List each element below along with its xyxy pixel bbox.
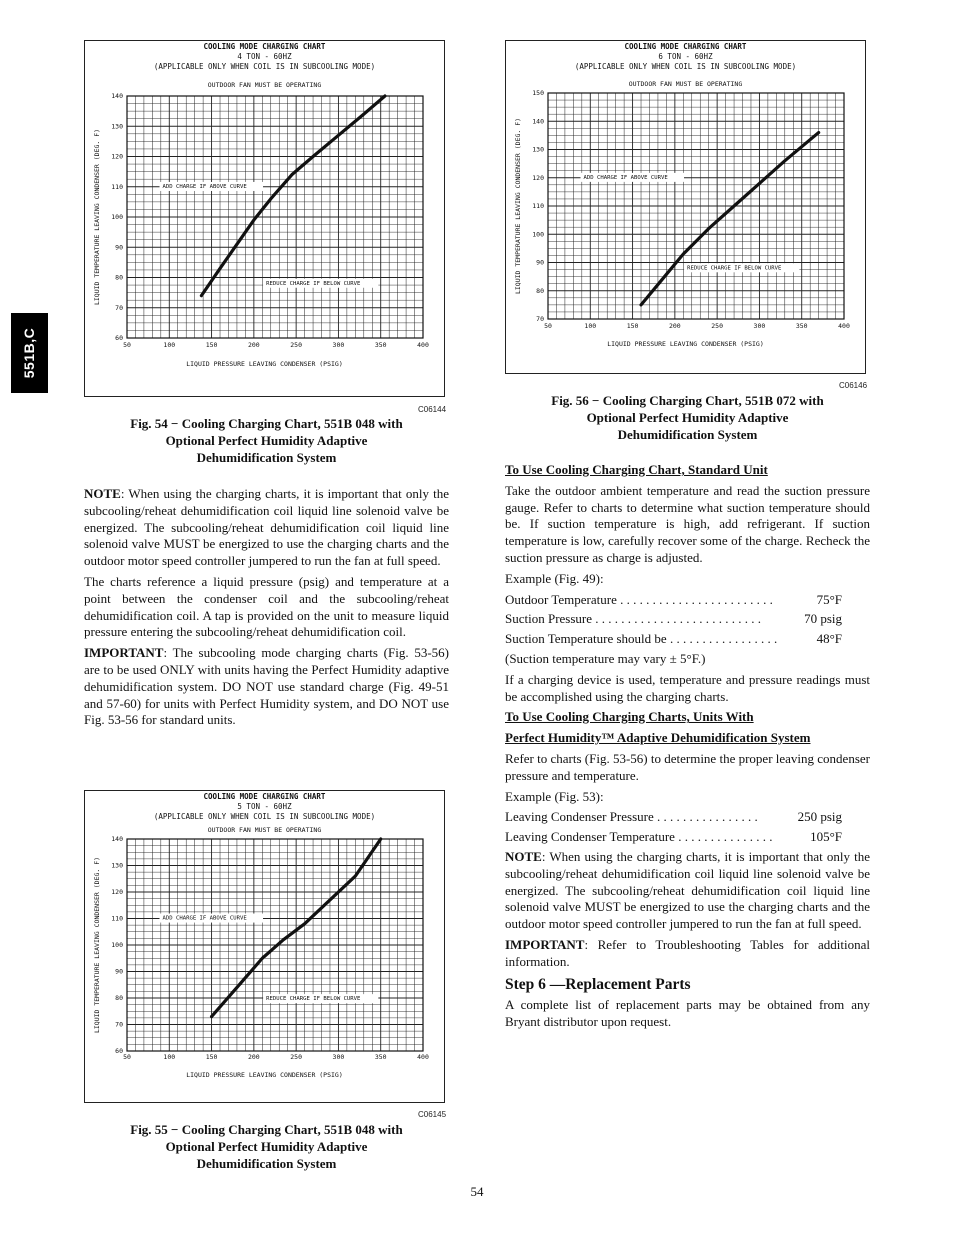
x-tick-label: 200	[668, 322, 681, 330]
y-tick-label: 120	[111, 888, 123, 896]
example1-row-suction-temp	[505, 631, 870, 648]
x-tick-label: 200	[247, 1053, 260, 1061]
x-tick-label: 200	[247, 341, 260, 349]
left-important	[84, 645, 449, 729]
example1-row-outdoor	[505, 592, 870, 609]
reduce-charge-label: REDUCE CHARGE IF BELOW CURVE	[266, 996, 361, 1003]
chart-subtitle: 6 TON - 60HZ	[658, 52, 713, 61]
y-tick-label: 130	[111, 122, 123, 131]
add-charge-label: ADD CHARGE IF ABOVE CURVE	[583, 174, 668, 181]
fig54-code: C06144	[418, 405, 447, 414]
perfect-humidity-heading-line2: Perfect Humidity™ Adaptive Dehumidification System	[505, 730, 811, 746]
x-tick-label: 50	[544, 322, 552, 330]
y-axis-label: LIQUID TEMPERATURE LEAVING CONDENSER (DEG. F)	[514, 117, 522, 295]
x-tick-label: 250	[711, 322, 724, 330]
y-tick-label: 80	[536, 286, 544, 295]
chart-subtitle: 4 TON - 60HZ	[237, 52, 292, 61]
left-para2: The charts reference a liquid pressure (psig) and temperature at a point between the condenser coil and the subcooling/reheat dehumidification coil. A tap is provided on the unit to measure liquid pressure entering the subcooling/reheat dehumidification coil.	[84, 573, 449, 640]
add-charge-label: ADD CHARGE IF ABOVE CURVE	[162, 183, 247, 190]
example2-label: Example (Fig. 53):	[505, 788, 604, 804]
chart-fan-note: OUTDOOR FAN MUST BE OPERATING	[207, 826, 322, 834]
fig56-caption-line3: Dehumidification System	[617, 427, 758, 442]
x-tick-label: 100	[584, 322, 597, 330]
chart-applicability-note: (APPLICABLE ONLY WHEN COIL IS IN SUBCOOLING MODE)	[574, 62, 797, 71]
fig56-caption	[505, 392, 870, 443]
right-note-text: : When using the charging charts, it is important that only the subcooling/reheat dehumidification coil liquid line solenoid valve be energized. The subcooling/reheat dehumidification coil liquid line solenoid valve MUST be energized to use the charging charts and the outdoor motor speed controller jumpered to run the fan at full speed.	[505, 848, 870, 932]
example2-row-temperature	[505, 829, 870, 846]
reduce-charge-label: REDUCE CHARGE IF BELOW CURVE	[266, 280, 361, 287]
y-tick-label: 80	[115, 994, 123, 1002]
example1-row-label: Outdoor Temperature . . . . . . . . . . . . . . . . . . . . . . . .	[505, 591, 773, 607]
reduce-charge-label: REDUCE CHARGE IF BELOW CURVE	[687, 265, 782, 272]
chart-fig55	[84, 790, 445, 1103]
example1-row-label: Suction Temperature should be . . . . . . . . . . . . . . . . .	[505, 631, 778, 647]
y-tick-label: 100	[111, 941, 123, 949]
example2-row-label: Leaving Condenser Temperature . . . . . . . . . . . . . . .	[505, 829, 773, 845]
chart-fig56	[505, 40, 866, 374]
fig54-caption-line1: Fig. 54 − Cooling Charging Chart, 551B 048 with	[130, 416, 403, 431]
fig55-caption	[84, 1121, 449, 1172]
right-important-label: IMPORTANT	[505, 936, 585, 952]
y-tick-label: 110	[532, 202, 544, 210]
right-important	[505, 937, 870, 971]
y-tick-label: 130	[532, 145, 544, 154]
left-note	[84, 486, 449, 570]
left-note-text: : When using the charging charts, it is important that only the subcooling/reheat dehumidification coil liquid line solenoid valve be energized. The subcooling/reheat dehumidification coil liquid line solenoid valve MUST be energized to use the charging charts and the outdoor motor speed controller jumpered to run the fan at full speed.	[84, 486, 449, 569]
right-note-label: NOTE	[505, 848, 542, 864]
x-tick-label: 300	[332, 1053, 345, 1061]
x-tick-label: 150	[205, 1053, 218, 1061]
section-tab-label: 551B,C	[21, 327, 38, 379]
x-tick-label: 50	[123, 1053, 131, 1061]
y-tick-label: 150	[532, 89, 544, 97]
x-tick-label: 150	[626, 322, 639, 330]
x-axis-label: LIQUID PRESSURE LEAVING CONDENSER (PSIG)	[186, 1071, 343, 1079]
example1-row-value: 70 psig	[804, 611, 842, 627]
x-tick-label: 250	[290, 341, 303, 349]
right-important-text: : Refer to Troubleshooting Tables for additional information.	[505, 936, 870, 969]
page-number: 54	[470, 1184, 484, 1199]
x-axis-label: LIQUID PRESSURE LEAVING CONDENSER (PSIG)	[186, 360, 343, 368]
y-axis-label: LIQUID TEMPERATURE LEAVING CONDENSER (DEG. F)	[93, 128, 101, 306]
chart-grid	[548, 93, 844, 319]
fig56-code: C06146	[839, 381, 868, 390]
add-charge-label: ADD CHARGE IF ABOVE CURVE	[162, 915, 247, 922]
x-tick-label: 350	[795, 322, 808, 330]
y-tick-label: 110	[111, 914, 123, 923]
x-tick-label: 350	[374, 1053, 387, 1061]
fig55-caption-line3: Dehumidification System	[196, 1156, 337, 1171]
fig55-caption-line2: Optional Perfect Humidity Adaptive	[165, 1139, 368, 1154]
y-tick-label: 140	[111, 92, 123, 100]
x-tick-label: 50	[123, 341, 131, 349]
example2-row-label: Leaving Condenser Pressure . . . . . . . . . . . . . . . .	[505, 809, 758, 825]
fig54-caption-line2: Optional Perfect Humidity Adaptive	[165, 433, 368, 448]
chart-fan-note: OUTDOOR FAN MUST BE OPERATING	[628, 80, 743, 88]
x-tick-label: 100	[163, 341, 176, 349]
left-important-label: IMPORTANT	[84, 645, 164, 661]
left-column-text	[84, 486, 449, 733]
y-tick-label: 120	[111, 152, 123, 161]
y-tick-label: 70	[536, 315, 544, 323]
step6-title: Step 6 —Replacement Parts	[505, 975, 691, 993]
suction-vary-note: (Suction temperature may vary ± 5°F.)	[505, 650, 706, 666]
right-column-text	[505, 462, 870, 1035]
y-tick-label: 70	[115, 1020, 123, 1029]
standard-unit-heading: To Use Cooling Charging Chart, Standard Unit	[505, 462, 768, 477]
example1-row-suction-pressure	[505, 611, 870, 628]
x-tick-label: 300	[332, 341, 345, 349]
x-tick-label: 350	[374, 341, 387, 349]
charging-device-para: If a charging device is used, temperature and pressure readings must be accomplished using the charging charts.	[505, 671, 870, 704]
fig56-caption-line2: Optional Perfect Humidity Adaptive	[586, 410, 789, 425]
chart-title: COOLING MODE CHARGING CHART	[624, 42, 747, 51]
chart-grid	[127, 96, 423, 338]
fig55-code: C06145	[418, 1110, 447, 1119]
chart-fan-note: OUTDOOR FAN MUST BE OPERATING	[207, 81, 322, 89]
y-axis-label: LIQUID TEMPERATURE LEAVING CONDENSER (DEG. F)	[93, 856, 101, 1034]
y-tick-label: 90	[115, 967, 123, 976]
y-tick-label: 130	[111, 861, 123, 870]
chart-title: COOLING MODE CHARGING CHART	[203, 42, 326, 51]
x-axis-label: LIQUID PRESSURE LEAVING CONDENSER (PSIG)	[607, 340, 764, 348]
charging-curve	[641, 133, 819, 305]
left-note-label: NOTE	[84, 486, 121, 501]
left-important-text: : The subcooling mode charging charts (Fig. 53-56) are to be used ONLY with units having the Perfect Humidity adaptive dehumidification system. DO NOT use standard charge (Fig. 49-51 and 57-60) for units with Perfect Humidity system, and DO NOT use Fig. 53-56 for standard units.	[84, 645, 449, 728]
example2-row-value: 105°F	[810, 829, 842, 845]
fig54-caption-line3: Dehumidification System	[196, 450, 337, 465]
fig56-caption-line1: Fig. 56 − Cooling Charging Chart, 551B 072 with	[551, 393, 824, 408]
x-tick-label: 100	[163, 1053, 176, 1061]
y-tick-label: 100	[532, 230, 544, 239]
x-tick-label: 300	[753, 322, 766, 330]
example2-row-value: 250 psig	[797, 809, 842, 825]
step6-text: A complete list of replacement parts may be obtained from any Bryant distributor upon request.	[505, 997, 870, 1030]
chart-fig54	[84, 40, 445, 397]
y-tick-label: 70	[115, 303, 123, 312]
example1-row-value: 75°F	[816, 591, 842, 607]
y-tick-label: 140	[111, 835, 123, 843]
right-note	[505, 849, 870, 933]
example2-row-pressure	[505, 809, 870, 826]
y-tick-label: 90	[536, 258, 544, 267]
y-tick-label: 60	[115, 1047, 123, 1055]
y-tick-label: 90	[115, 243, 123, 252]
y-tick-label: 80	[115, 273, 123, 282]
x-tick-label: 400	[838, 322, 850, 330]
chart-title: COOLING MODE CHARGING CHART	[203, 792, 326, 801]
example1-row-value: 48°F	[816, 631, 842, 647]
standard-unit-para: Take the outdoor ambient temperature and read the suction pressure gauge. Refer to charts to determine what suction temperature should be. If suction temperature is high, add refrigerant. If suction temperature is low, carefully recover some of the charge. Recheck the suction pressure as charge is adjusted.	[505, 482, 870, 565]
x-tick-label: 400	[417, 341, 429, 349]
chart-subtitle: 5 TON - 60HZ	[237, 802, 292, 811]
y-tick-label: 60	[115, 334, 123, 342]
example1-row-label: Suction Pressure . . . . . . . . . . . . . . . . . . . . . . . . . .	[505, 611, 762, 627]
x-tick-label: 150	[205, 341, 218, 349]
section-tab	[11, 313, 48, 393]
perfect-humidity-heading-line1: To Use Cooling Charging Charts, Units With	[505, 709, 754, 725]
y-tick-label: 140	[532, 117, 544, 126]
x-tick-label: 400	[417, 1053, 429, 1061]
y-tick-label: 100	[111, 213, 123, 221]
x-tick-label: 250	[290, 1053, 303, 1061]
chart-applicability-note: (APPLICABLE ONLY WHEN COIL IS IN SUBCOOLING MODE)	[153, 812, 376, 821]
y-tick-label: 110	[111, 182, 123, 191]
y-tick-label: 120	[532, 173, 544, 182]
example1-label: Example (Fig. 49):	[505, 570, 604, 586]
fig54-caption	[84, 415, 449, 466]
chart-applicability-note: (APPLICABLE ONLY WHEN COIL IS IN SUBCOOLING MODE)	[153, 62, 376, 71]
fig55-caption-line1: Fig. 55 − Cooling Charging Chart, 551B 048 with	[130, 1122, 403, 1137]
perfect-humidity-para: Refer to charts (Fig. 53-56) to determine the proper leaving condenser pressure and temperature.	[505, 750, 870, 783]
